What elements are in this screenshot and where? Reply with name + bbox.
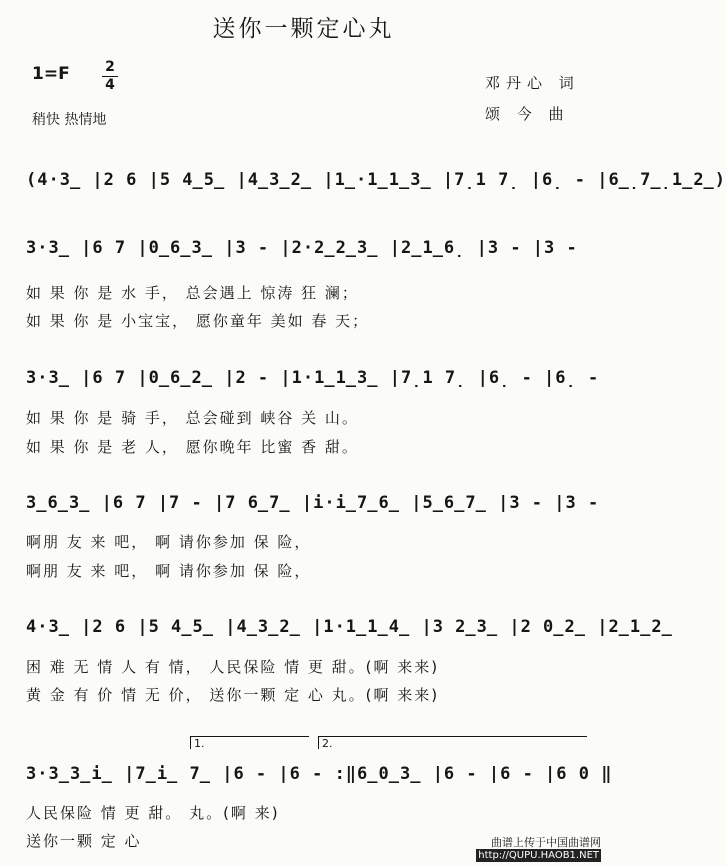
notation-line-5: 4·3̲ |2 6 |5 4̲5̲ |4̲3̲2̲ |1·1̲1̲4̲ |3 2̲3̲ |2 0̲2̲ |2̲1̲2̲: [26, 617, 673, 637]
lyric-line-4a: 啊朋 友 来 吧， 啊 请你参加 保 险，: [26, 533, 312, 551]
key-signature: 1=F: [32, 64, 70, 84]
lyric-line-2b: 如 果 你 是 小宝宝， 愿你童年 美如 春 天；: [26, 312, 370, 330]
watermark: [476, 836, 601, 862]
song-title: 送你一颗定心丸: [212, 16, 395, 42]
meter-top: 2: [105, 59, 115, 75]
composer-credit: 颂 今 曲: [485, 105, 570, 123]
time-signature: [100, 60, 120, 93]
lyric-line-2a: 如 果 你 是 水 手， 总会遇上 惊涛 狂 澜；: [26, 284, 359, 302]
lyricist-credit: 邓丹心 词: [485, 74, 580, 92]
notation-line-2: 3·3̲ |6 7 |0̲6̲3̲ |3 - |2·2̲2̲3̲ |2̲1̲6̣ |3 - |3 -: [26, 238, 578, 258]
lyric-line-5b: 黄 金 有 价 情 无 价， 送你一颗 定 心 丸。(啊 来来): [26, 686, 440, 704]
lyric-line-5a: 困 难 无 情 人 有 情， 人民保险 情 更 甜。(啊 来来): [26, 658, 440, 676]
notation-line-1: (4·3̲ |2 6 |5 4̲5̲ |4̲3̲2̲ |1̲·1̲1̲3̲ |7̣1 7̣ |6̣ - |6̲̣7̲̣1̲2̲): [26, 170, 726, 190]
notation-line-4: 3̲6̲3̲ |6 7 |7 - |7 6̲7̲ |i·i̲7̲6̲ |5̲6̲7̲ |3 - |3 -: [26, 493, 600, 513]
lyric-line-3b: 如 果 你 是 老 人， 愿你晚年 比蜜 香 甜。: [26, 438, 359, 456]
volta-first-ending: [190, 736, 309, 749]
tempo-marking: 稍快 热情地: [32, 112, 107, 128]
lyric-line-6a: 人民保险 情 更 甜。 丸。(啊 来): [26, 804, 280, 822]
volta-second-ending: [318, 736, 587, 749]
notation-line-3: 3·3̲ |6 7 |0̲6̲2̲ |2 - |1·1̲1̲3̲ |7̣1 7̣ |6̣ - |6̣ -: [26, 368, 600, 388]
volta-first-label: 1.: [194, 737, 205, 750]
meter-bottom: 4: [105, 77, 115, 93]
watermark-text: 曲谱上传于中国曲谱网: [491, 836, 601, 849]
watermark-url: http://QUPU.HAOB1.NET: [478, 850, 599, 861]
notation-line-6: 3·3̲3̲i̲ |7̲i̲ 7̲ |6 - |6 - :‖6̲0̲3̲ |6 - |6 - |6 0 ‖: [26, 764, 613, 784]
volta-second-label: 2.: [322, 737, 333, 750]
lyric-line-6b: 送你一颗 定 心: [26, 832, 142, 850]
lyric-line-4b: 啊朋 友 来 吧， 啊 请你参加 保 险，: [26, 562, 312, 580]
lyric-line-3a: 如 果 你 是 骑 手， 总会碰到 峡谷 关 山。: [26, 409, 359, 427]
